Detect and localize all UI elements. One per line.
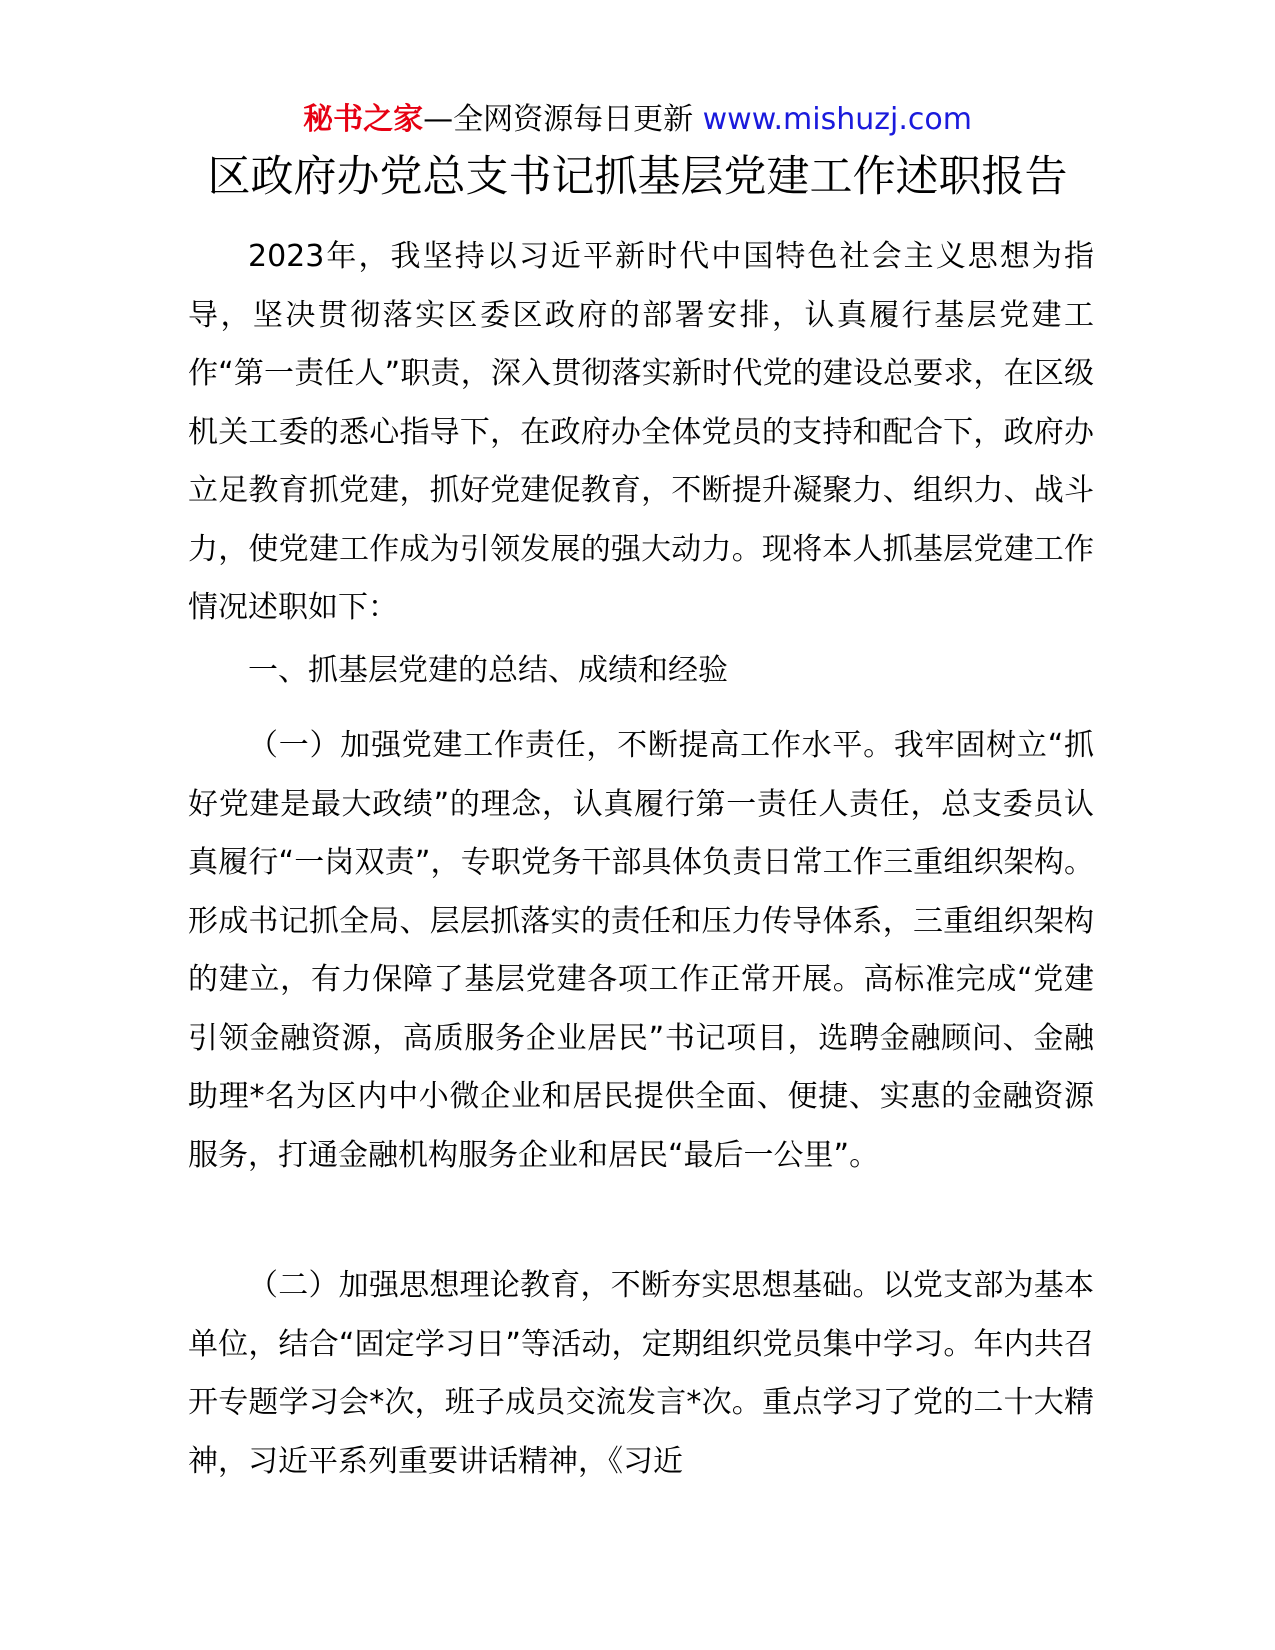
header-tagline: —全网资源每日更新 xyxy=(423,102,694,137)
body-paragraph: （一）加强党建工作责任，不断提高工作水平。我牢固树立“抓好党建是最大政绩”的理念，认真履行第一责任人责任，总支委员认真履行“一岗双责”，专职党务干部具体负责日常工作三重组织架构。形成书记抓全局、层层抓落实的责任和压力传导体系，三重组织架构的建立，有力保障了基层党建各项工作正常开展。高标准完成“党建引领金融资源，高质服务企业居民”书记项目，选聘金融顾问、金融助理*名为区内中小微企业和居民提供全面、便捷、实惠的金融资源服务，打通金融机构服务企业和居民“最后一公里”。 xyxy=(188,728,1094,1173)
brand-name: 秘书之家 xyxy=(303,102,424,137)
intro-paragraph: 2023年，我坚持以习近平新时代中国特色社会主义思想为指导，坚决贯彻落实区委区政府的部署安排，认真履行基层党建工作“第一责任人”职责，深入贯彻落实新时代党的建设总要求，在区级机关工委的悉心指导下，在政府办全体党员的支持和配合下，政府办立足教育抓党建，抓好党建促教育，不断提升凝聚力、组织力、战斗力，使党建工作成为引领发展的强大动力。现将本人抓基层党建工作情况述职如下： xyxy=(188,239,1094,625)
site-header xyxy=(0,100,1275,140)
section-heading: 一、抓基层党建的总结、成绩和经验 xyxy=(248,653,728,688)
body-paragraph: （二）加强思想理论教育，不断夯实思想基础。以党支部为基本单位，结合“固定学习日”等活动，定期组织党员集中学习。年内共召开专题学习会*次，班子成员交流发言*次。重点学习了党的二十大精神，习近平系列重要讲话精神，《习近 xyxy=(188,1268,1094,1479)
site-url-link[interactable]: www.mishuzj.com xyxy=(702,102,972,137)
document-title: 区政府办党总支书记抓基层党建工作述职报告 xyxy=(207,152,1068,202)
